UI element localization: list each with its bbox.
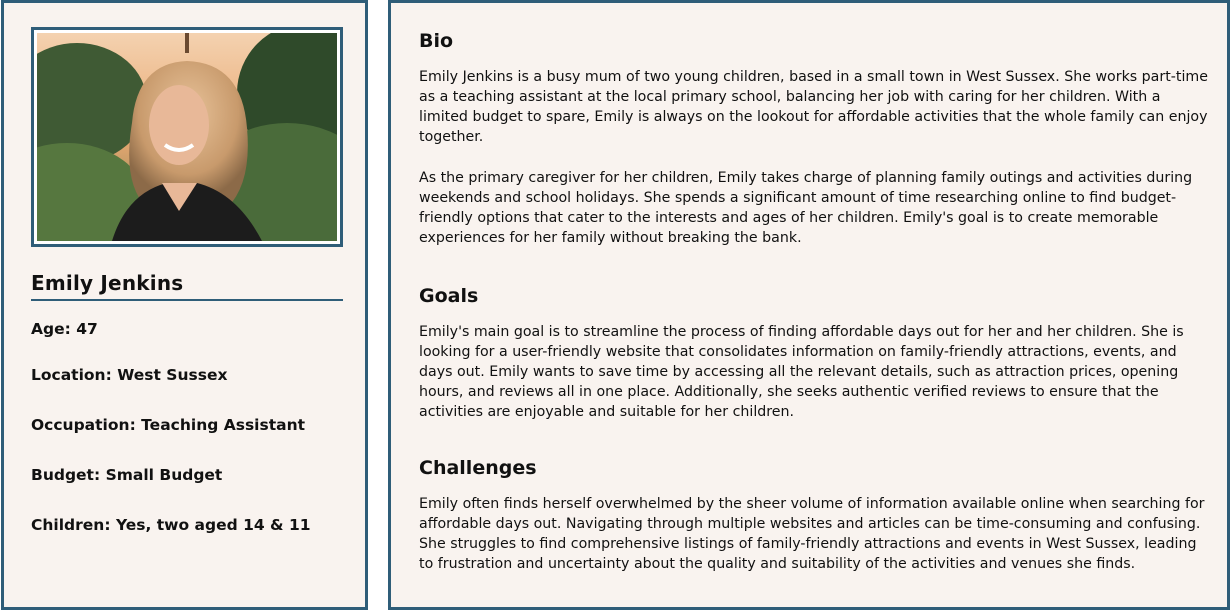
location-detail (31, 366, 227, 384)
detail-value: 47 (76, 320, 98, 338)
persona-name: Emily Jenkins (31, 271, 343, 301)
age-detail (31, 320, 98, 338)
detail-label: Age : (31, 320, 76, 338)
detail-label: Children : (31, 516, 116, 534)
bio-heading: Bio (419, 30, 454, 52)
detail-label: Budget : (31, 466, 106, 484)
detail-label: Location : (31, 366, 117, 384)
persona-details-card (388, 0, 1230, 610)
bio-paragraph: As the primary caregiver for her children, Emily takes charge of planning family outings and activities during weekends and school holidays. She spends a significant amount of time researching online to find budget-friendly options that cater to the interests and ages of her children. Emily's goal is to create memorable experiences for her family without breaking the bank. (419, 170, 1193, 246)
budget-detail (31, 466, 222, 484)
challenges-heading: Challenges (419, 457, 537, 479)
profile-card (1, 0, 368, 610)
portrait-image (37, 33, 337, 241)
detail-value: Teaching Assistant (141, 416, 306, 434)
detail-value: West Sussex (117, 366, 228, 384)
profile-photo (31, 27, 343, 247)
challenges-paragraph: Emily often finds herself overwhelmed by the sheer volume of information available online when searching for affordable days out. Navigating through multiple websites and articles can be time-consuming and confusing. She struggles to find comprehensive listings of family-friendly attractions and events in West Sussex, leading to frustration and uncertainty about the quality and suitability of the activities and venues she finds. (419, 496, 1205, 572)
detail-value: Yes, two aged 14 & 11 (115, 516, 311, 534)
goals-heading: Goals (419, 285, 479, 307)
detail-value: Small Budget (105, 466, 223, 484)
detail-label: Occupation : (31, 416, 141, 434)
bio-paragraph: Emily Jenkins is a busy mum of two young children, based in a small town in West Sussex. She works part-time as a teaching assistant at the local primary school, balancing her job with caring for her children. With a limited budget to spare, Emily is always on the lookout for affordable activities that the whole family can enjoy together. (419, 69, 1208, 145)
occupation-detail (31, 416, 305, 434)
children-detail (31, 516, 311, 534)
goals-paragraph: Emily's main goal is to streamline the process of finding affordable days out for her and her children. She is looking for a user-friendly website that consolidates information on family-friendly attractions, events, and days out. Emily wants to save time by accessing all the relevant details, such as attraction prices, opening hours, and reviews all in one place. Additionally, she seeks authentic verified reviews to ensure that the activities are enjoyable and suitable for her children. (419, 324, 1184, 420)
